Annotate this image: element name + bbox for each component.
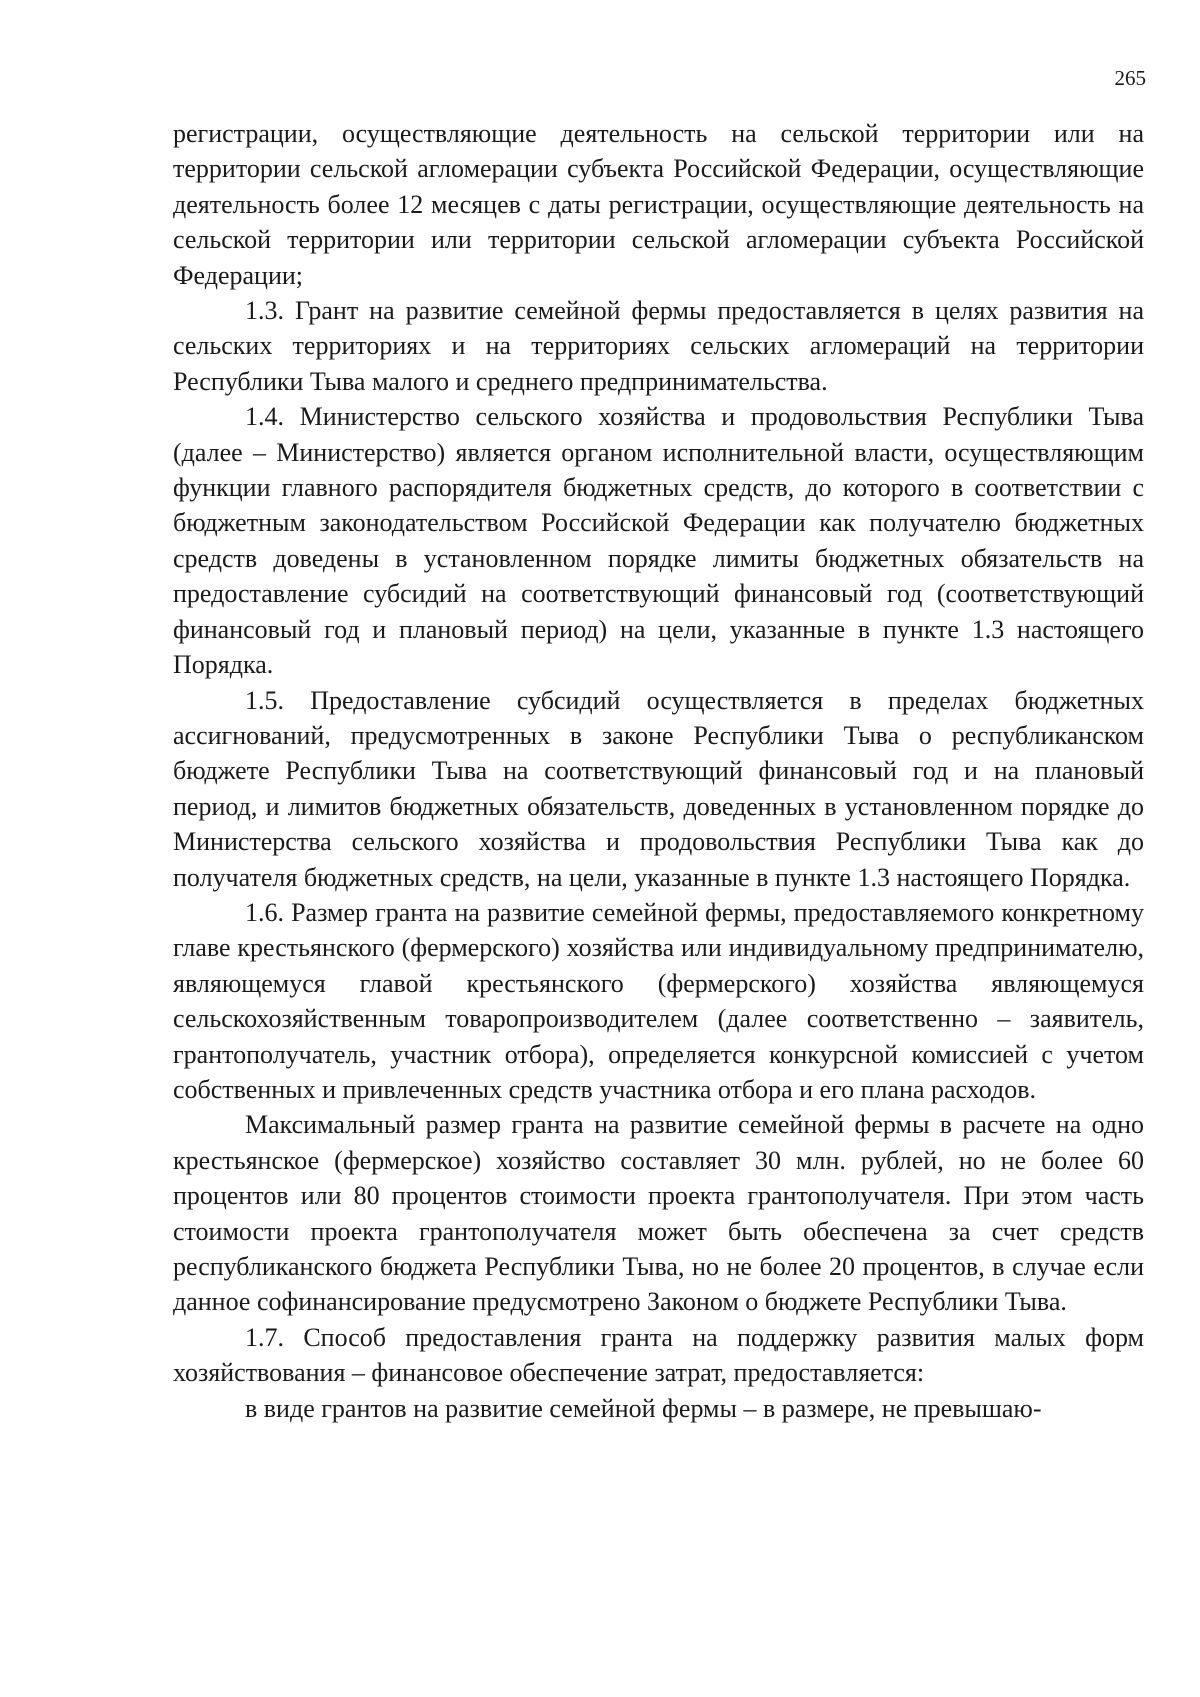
paragraph-maximum-grant: Максимальный размер гранта на развитие семейной фермы в расчете на одно крестьянское (фермерское) хозяйство составляет 30 млн. рублей, но не более 60 процентов или 80 процентов стоимости проекта грантополучателя. При этом часть стоимости проекта грантополучателя может быть обеспечена за счет средств республиканского бюджета Республики Тыва, но не более 20 процентов, в случае если данное софинансирование предусмотрено Законом о бюджете Республики Тыва.	[173, 1110, 1144, 1317]
paragraph-1-6: 1.6. Размер гранта на развитие семейной фермы, предоставляемого конкретному главе крестьянского (фермерского) хозяйства или индивидуальному предпринимателю, являющемуся главой крестьянского (фермерского) хозяйства являющемуся сельскохозяйственным товаропроизводителем (далее соответственно – заявитель, грантополучатель, участник отбора), определяется конкурсной комиссией с учетом собственных и привлеченных средств участника отбора и его плана расходов.	[173, 897, 1144, 1104]
paragraph-grant-form: в виде грантов на развитие семейной фермы – в размере, не превышаю-	[245, 1393, 1042, 1423]
paragraph-1-7: 1.7. Способ предоставления гранта на поддержку развития малых форм хозяйствования – финансовое обеспечение затрат, предоставляется:	[173, 1322, 1144, 1388]
paragraph-registration-continuation: регистрации, осуществляющие деятельность на сельской территории или на территории сельской агломерации субъекта Российской Федерации, осуществляющие деятельность более 12 месяцев с даты регистрации, осуществляющие деятельность на сельской территории или территории сельской агломерации субъекта Российской Федерации;	[173, 119, 1144, 290]
paragraph-1-4: 1.4. Министерство сельского хозяйства и продовольствия Республики Тыва (далее – Министерство) является органом исполнительной власти, осуществляющим функции главного распорядителя бюджетных средств, до которого в соответствии с бюджетным законодательством Российской Федерации как получателю бюджетных средств доведены в установленном порядке лимиты бюджетных обязательств на предоставление субсидий на соответствующий финансовый год (соответствующий финансовый год и плановый период) на цели, указанные в пункте 1.3 настоящего Порядка.	[173, 402, 1144, 680]
document-body	[173, 116, 1144, 1426]
paragraph-1-5: 1.5. Предоставление субсидий осуществляется в пределах бюджетных ассигнований, предусмотренных в законе Республики Тыва о республиканском бюджете Республики Тыва на соответствующий финансовый год и на плановый период, и лимитов бюджетных обязательств, доведенных в установленном порядке до Министерства сельского хозяйства и продовольствия Республики Тыва как до получателя бюджетных средств, на цели, указанные в пункте 1.3 настоящего Порядка.	[173, 685, 1144, 892]
paragraph-1-3: 1.3. Грант на развитие семейной фермы предоставляется в целях развития на сельских территориях и на территориях сельских агломераций на территории Республики Тыва малого и среднего предпринимательства.	[173, 296, 1144, 396]
page-number: 265	[1114, 66, 1146, 90]
